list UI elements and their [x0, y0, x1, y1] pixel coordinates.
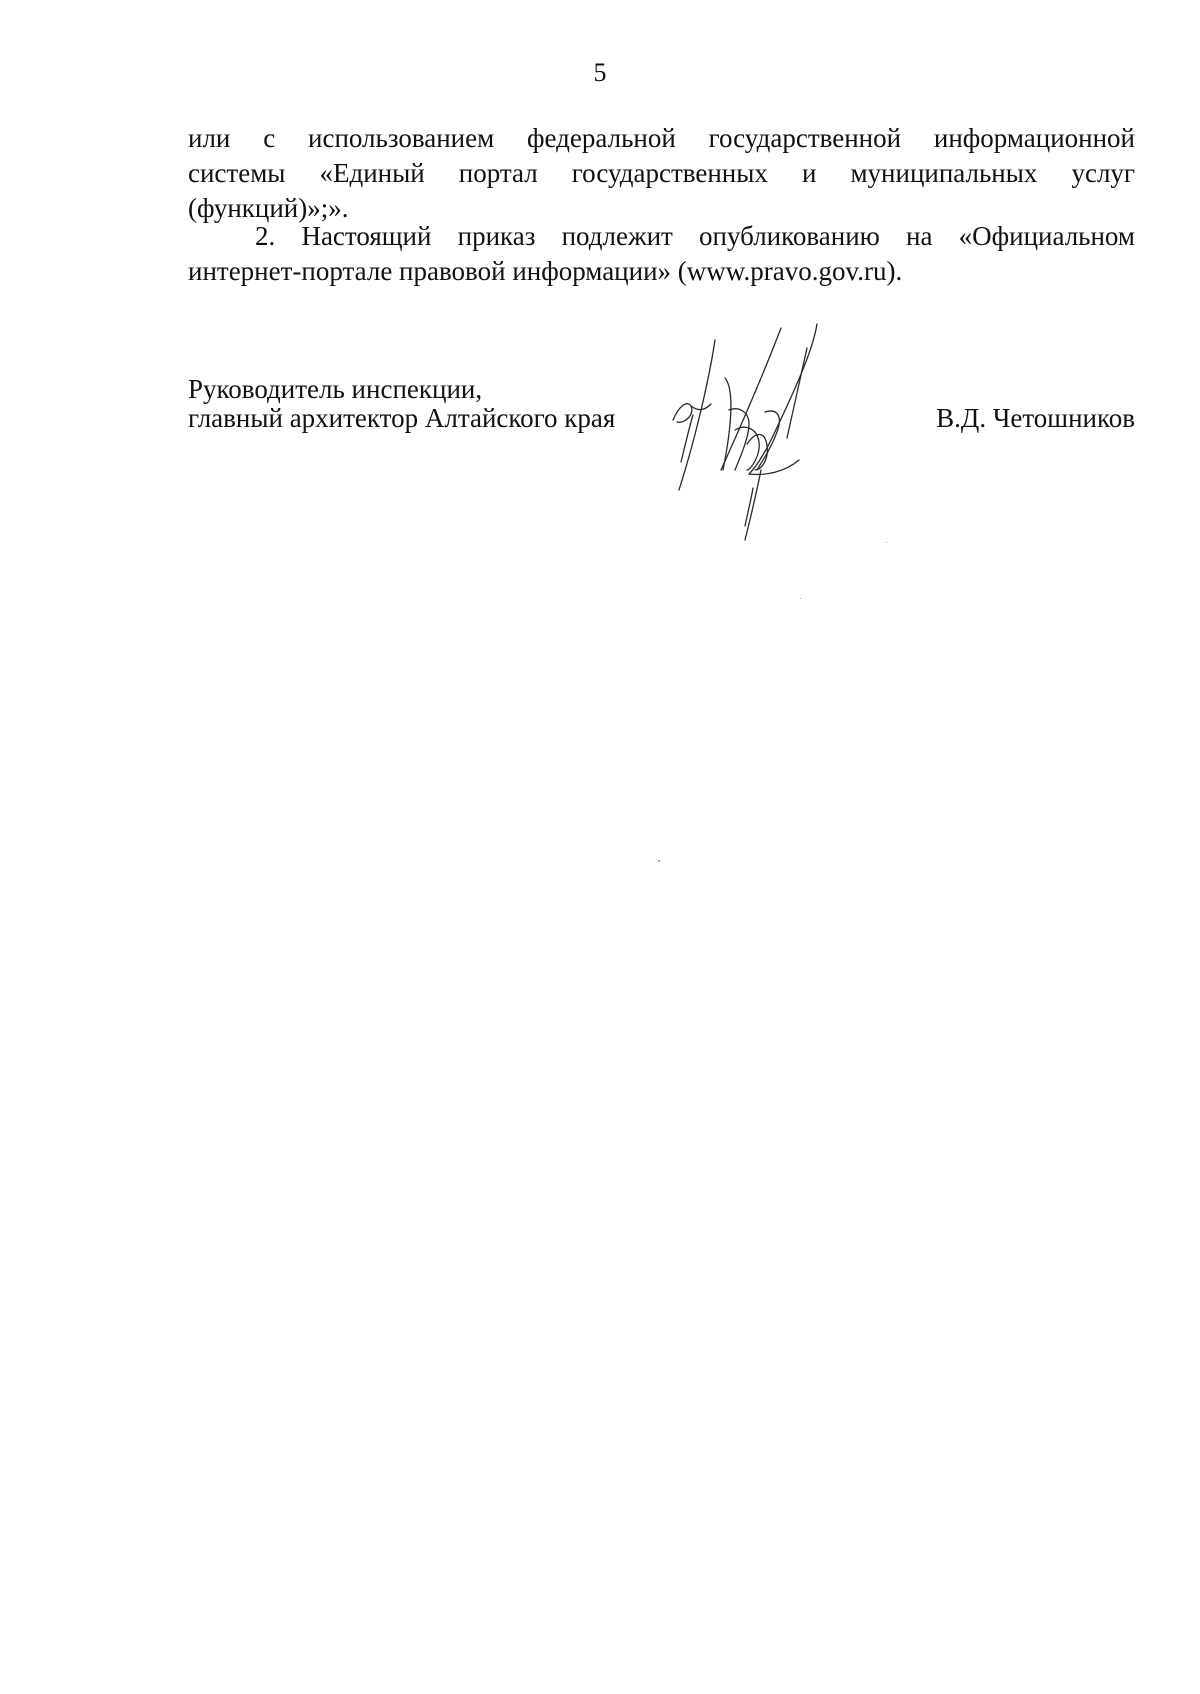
paragraph-2-line-2: интернет-портале правовой информации» (www.pravo.gov.ru).: [188, 256, 903, 286]
signer-name: В.Д. Четошников: [936, 403, 1135, 433]
scan-speck: [886, 542, 887, 543]
scan-speck: [658, 860, 660, 862]
signer-title-line-1: Руководитель инспекции,: [188, 374, 483, 404]
signer-title: [188, 375, 615, 433]
page-number: 5: [593, 58, 607, 87]
scan-speck: [800, 598, 801, 599]
paragraph-1-line-2: системы «Единый портал государственных и муниципальных услуг: [188, 158, 1135, 188]
paragraph-2-line-1: 2. Настоящий приказ подлежит опубликованию на «Официальном: [255, 221, 1135, 251]
paragraph-1-line-1: или с использованием федеральной государственной информационной: [188, 123, 1135, 153]
handwritten-signature: [665, 320, 880, 550]
signer-title-line-2: главный архитектор Алтайского края: [188, 403, 616, 433]
paragraph-1-line-3: (функций)»;».: [188, 193, 349, 223]
